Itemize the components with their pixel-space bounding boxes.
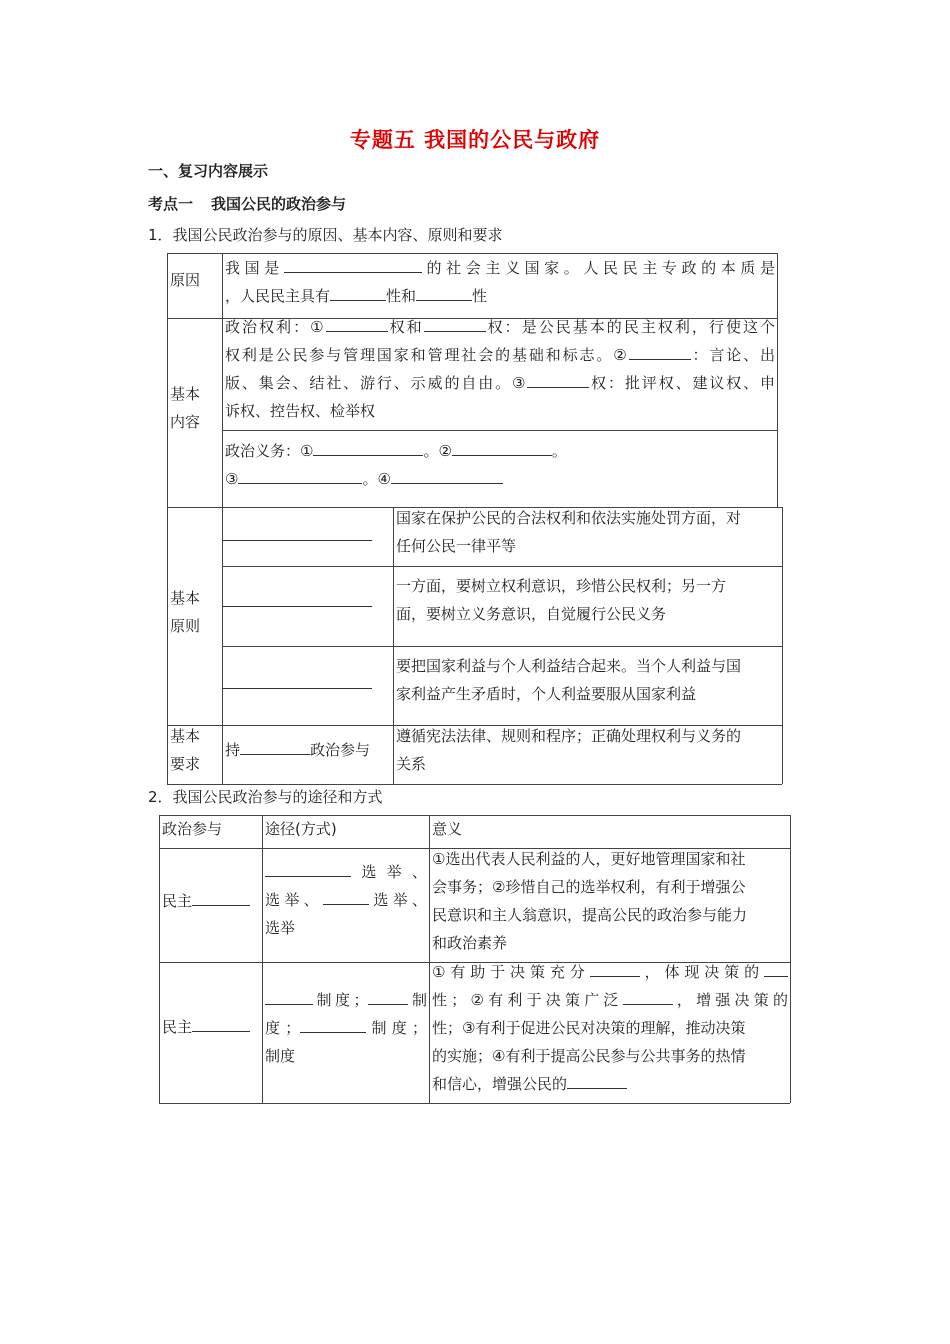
row1-method: 选举、 选举、 选举、 选举 bbox=[265, 858, 427, 942]
principle-label: 基本 原则 bbox=[170, 589, 201, 635]
principle-row-2: 一方面，要树立权利意识，珍惜公民权利；另一方 面，要树立义务意识，自觉履行公民义务 bbox=[396, 577, 727, 623]
content-label: 基本 内容 bbox=[170, 385, 201, 431]
political-duties-text: 政治义务：① 。② 。 ③ 。④ bbox=[225, 437, 775, 493]
requirement-middle: 持 政治参与 bbox=[225, 736, 391, 764]
principle-row-1: 国家在保护公民的合法权利和依法实施处罚方面，对 任何公民一律平等 bbox=[396, 509, 742, 555]
row2-method: 制度； 制 度； 制度； 制度 bbox=[265, 986, 427, 1070]
reason-text: 我国是 的社会主义国家。人民民主专政的本质是 ，人民民主具有 性和 性 bbox=[225, 254, 775, 310]
requirement-right: 遵循宪法法律、规则和程序；正确处理权利与义务的 关系 bbox=[396, 727, 742, 773]
reason-label: 原因 bbox=[170, 271, 201, 289]
header-meaning: 意义 bbox=[432, 820, 463, 838]
requirement-label: 基本 要求 bbox=[170, 727, 201, 773]
section-heading: 一、复习内容展示 bbox=[148, 162, 269, 180]
kaodian-heading bbox=[148, 193, 346, 214]
political-rights-text: 政治权利：① 权和 权：是公民基本的民主权利，行使这个 权利是公民参与管理国家和管理社会的基础和标志。② ：言论、出 版、集会、结社、游行、示威的自由。③ 权：批评权、建议权、申 诉权、控告权、检举权 bbox=[225, 313, 775, 425]
principle-blank-2[interactable] bbox=[222, 606, 372, 607]
question-2: 2．我国公民政治参与的途径和方式 bbox=[148, 788, 383, 806]
principle-blank-3[interactable] bbox=[222, 688, 372, 689]
principle-blank-1[interactable] bbox=[222, 540, 372, 541]
question-1: 1．我国公民政治参与的原因、基本内容、原则和要求 bbox=[148, 226, 503, 244]
row2-meaning: ①有助于决策充分 ，体现决策的 性；②有利于决策广泛 ，增强决策的 性；③有利于促进公民对决策的理解，推动决策 的实施；④有利于提高公民参与公共事务的热情 和信心，增强公民的 bbox=[432, 958, 788, 1098]
header-method: 途径(方式) bbox=[265, 820, 337, 838]
row1-meaning: ①选出代表人民利益的人，更好地管理国家和社 会事务；②珍惜自己的选举权利，有利于增强公 民意识和主人翁意识，提高公民的政治参与能力 和政治素养 bbox=[432, 850, 748, 952]
row2-participation: 民主 bbox=[162, 1013, 250, 1041]
kaodian-label: 考点一 bbox=[148, 195, 194, 213]
principle-row-3: 要把国家利益与个人利益结合起来。当个人利益与国 家利益产生矛盾时，个人利益要服从国家利益 bbox=[396, 657, 742, 703]
row1-participation: 民主 bbox=[162, 887, 250, 915]
header-participation: 政治参与 bbox=[162, 820, 223, 838]
page-title: 专题五 我国的公民与政府 bbox=[349, 128, 601, 152]
kaodian-text: 我国公民的政治参与 bbox=[211, 195, 347, 213]
